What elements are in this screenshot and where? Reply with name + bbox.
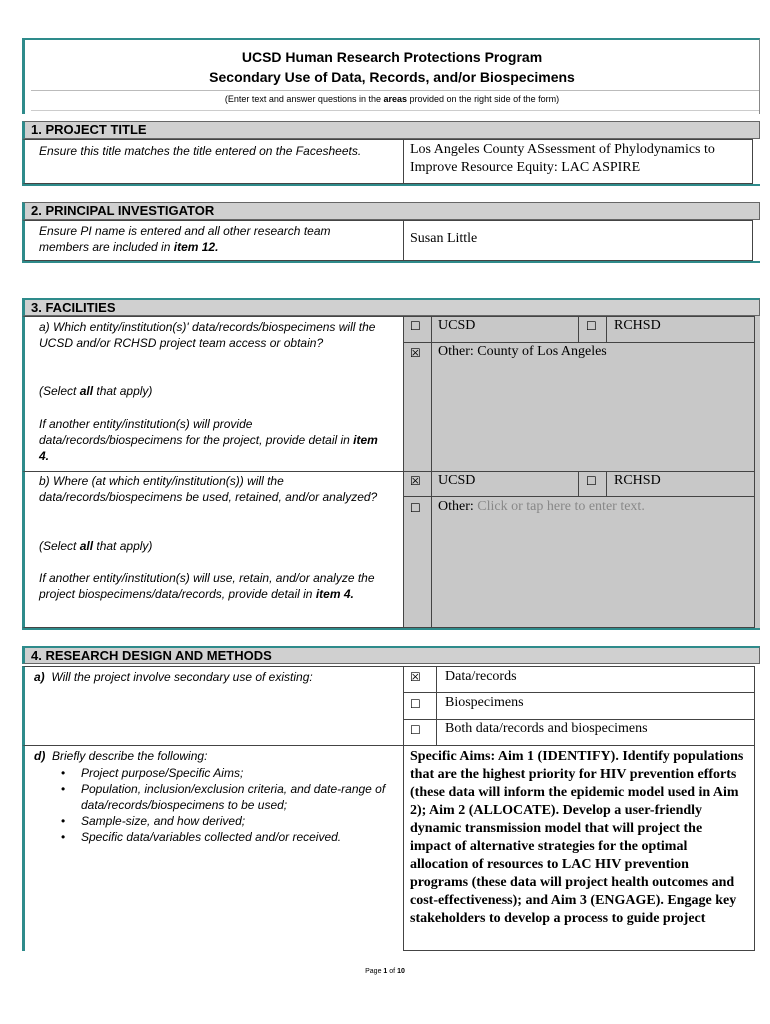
facilities-b-select-note: (Select all that apply)	[39, 539, 153, 553]
facilities-a-ucsd-label: UCSD	[438, 318, 476, 333]
facilities-b-detail-note: If another entity/institution(s) will use, retain, and/or analyze the project biospecimens/data/records, provide detail in item 4.	[39, 571, 375, 601]
pi-name-value: Susan Little	[410, 231, 478, 246]
facilities-b-ucsd-checkbox[interactable]: ☒	[410, 474, 421, 488]
facilities-a-ucsd-checkbox[interactable]: ☐	[410, 319, 421, 333]
facilities-b-other-label: Other:	[438, 499, 474, 514]
facilities-a-other-value[interactable]: Other: County of Los Angeles	[438, 344, 607, 359]
list-item: • Sample-size, and how derived;	[39, 813, 391, 829]
design-d-label-cell	[22, 745, 404, 951]
list-item: • Population, inclusion/exclusion criteria, and date-range of data/records/biospecimens to be used;	[39, 781, 391, 813]
section-4-heading: 4. RESEARCH DESIGN AND METHODS	[22, 646, 760, 664]
section-1-label-cell	[22, 139, 404, 184]
pi-name-field[interactable]	[403, 220, 753, 261]
facilities-b-question: b) Where (at which entity/institution(s)) will the data/records/biospecimens be used, retained, and/or analyzed?	[39, 474, 378, 504]
facilities-b-rchsd-checkbox[interactable]: ☐	[586, 474, 597, 488]
facilities-a-label-cell	[22, 316, 404, 472]
list-item: • Specific data/variables collected and/or received.	[39, 829, 391, 845]
facilities-a-select-note: (Select all that apply)	[39, 384, 153, 398]
design-a-question: a) Will the project involve secondary use of existing:	[34, 670, 313, 684]
facilities-b-other-placeholder[interactable]: Click or tap here to enter text.	[477, 499, 645, 514]
section-2-label-cell	[22, 220, 404, 261]
design-a-both-checkbox[interactable]: ☐	[410, 723, 421, 737]
design-a-both-label: Both data/records and biospecimens	[445, 721, 648, 736]
section-2-heading: 2. PRINCIPAL INVESTIGATOR	[22, 202, 760, 220]
project-title-field[interactable]	[403, 139, 753, 184]
facilities-a-rchsd-checkbox[interactable]: ☐	[586, 319, 597, 333]
page-number: Page 1 of 10	[365, 968, 405, 975]
project-title-instruction: Ensure this title matches the title entered on the Facesheets.	[39, 144, 362, 158]
section-3-heading: 3. FACILITIES	[22, 298, 760, 316]
facilities-b-answers	[403, 471, 755, 628]
list-item: • Project purpose/Specific Aims;	[39, 765, 391, 781]
design-a-biospecimens-label: Biospecimens	[445, 695, 524, 710]
facilities-b-rchsd-label: RCHSD	[614, 473, 661, 488]
facilities-a-rchsd-label: RCHSD	[614, 318, 661, 333]
facilities-a-detail-note: If another entity/institution(s) will provide data/records/biospecimens for the project, provide detail in item 4.	[39, 417, 378, 463]
design-a-data-records-label: Data/records	[445, 669, 517, 684]
program-title: UCSD Human Research Protections Program	[241, 49, 543, 65]
design-a-label-cell	[22, 666, 404, 746]
facilities-a-other-checkbox[interactable]: ☒	[410, 346, 421, 360]
facilities-b-label-cell	[22, 471, 404, 628]
design-a-data-records-checkbox[interactable]: ☒	[410, 670, 421, 684]
facilities-a-answers	[403, 316, 755, 472]
form-header	[22, 38, 760, 114]
form-title: Secondary Use of Data, Records, and/or Biospecimens	[209, 69, 575, 85]
facilities-a-question: a) Which entity/institution(s)' data/records/biospecimens will the UCSD and/or RCHSD project team access or obtain?	[39, 320, 376, 350]
project-title-value: Los Angeles County ASsessment of Phylodynamics to Improve Resource Equity: LAC ASPIRE	[410, 142, 715, 175]
facilities-b-other-field[interactable]	[438, 499, 645, 515]
design-d-bullet-list	[39, 765, 391, 845]
design-d-answer-text: Specific Aims: Aim 1 (IDENTIFY). Identify populations that are the highest priority for HIV prevention efforts (these data will inform the epidemic model used in Aim 2); Aim 2 (ALLOCATE). Develop a user-friendly dynamic transmission model that will project the impact of alternative strategies for the optimal allocation of resources to LAC HIV prevention programs (these data will project health outcomes and cost-effectiveness); and Aim 3 (ENGAGE). Engage key stakeholders to develop a process to guide project	[410, 749, 744, 926]
design-a-biospecimens-checkbox[interactable]: ☐	[410, 697, 421, 711]
design-d-question: d) Briefly describe the following:	[34, 749, 208, 763]
form-instructions: (Enter text and answer questions in the areas provided on the right side of the form)	[224, 94, 560, 104]
pi-instruction: Ensure PI name is entered and all other research team members are included in item 12.	[39, 224, 331, 254]
facilities-b-other-checkbox[interactable]: ☐	[410, 501, 421, 515]
section-1-heading: 1. PROJECT TITLE	[22, 121, 760, 139]
design-d-answer-field[interactable]	[403, 745, 755, 951]
facilities-b-ucsd-label: UCSD	[438, 473, 476, 488]
